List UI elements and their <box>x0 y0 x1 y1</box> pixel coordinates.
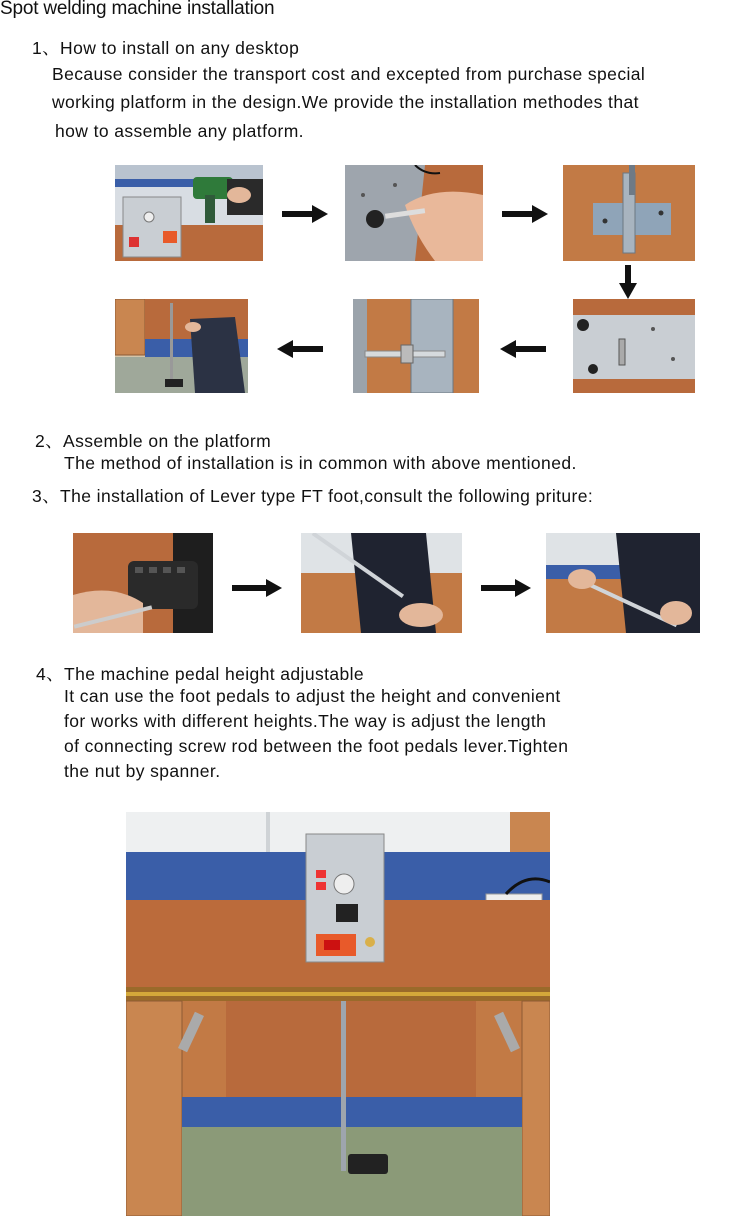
photo-machine-on-desk <box>126 812 550 1216</box>
photo-person-installing <box>115 299 248 393</box>
arrow-down-icon <box>619 265 637 299</box>
photo-plate-underside <box>573 299 695 393</box>
section4-line: of connecting screw rod between the foot pedals lever.Tighten <box>64 736 569 756</box>
arrow-left-icon <box>277 340 323 358</box>
section4-line: the nut by spanner. <box>64 761 221 781</box>
section4-heading: 4、The machine pedal height adjustable <box>36 664 365 684</box>
arrow-right-icon <box>282 205 328 223</box>
section1-line: how to assemble any platform. <box>55 121 304 141</box>
section2-heading: 2、Assemble on the platform <box>35 431 272 451</box>
section1-heading: 1、How to install on any desktop <box>32 38 300 58</box>
section3-heading: 3、The installation of Lever type FT foot,consult the following priture: <box>32 486 594 506</box>
photo-rod-insertion <box>301 533 462 633</box>
section2-line: The method of installation is in common with above mentioned. <box>64 453 577 473</box>
photo-rod-tightening <box>546 533 700 633</box>
arrow-left-icon <box>500 340 546 358</box>
section1-line: Because consider the transport cost and excepted from purchase special <box>52 64 646 84</box>
section1-line: working platform in the design.We provide the installation methodes that <box>52 92 639 112</box>
photo-pedal-assembly <box>73 533 213 633</box>
section4-line: for works with different heights.The way is adjust the length <box>64 711 547 731</box>
page-title: Spot welding machine installation <box>0 0 275 19</box>
section4-line: It can use the foot pedals to adjust the height and convenient <box>64 686 561 706</box>
photo-bracket-mounted <box>563 165 695 261</box>
photo-rod-bracket <box>353 299 479 393</box>
arrow-right-icon <box>232 579 282 597</box>
arrow-right-icon <box>481 579 531 597</box>
photo-drilling-desk <box>115 165 263 261</box>
photo-screwing-plate <box>345 165 483 261</box>
arrow-right-icon <box>502 205 548 223</box>
